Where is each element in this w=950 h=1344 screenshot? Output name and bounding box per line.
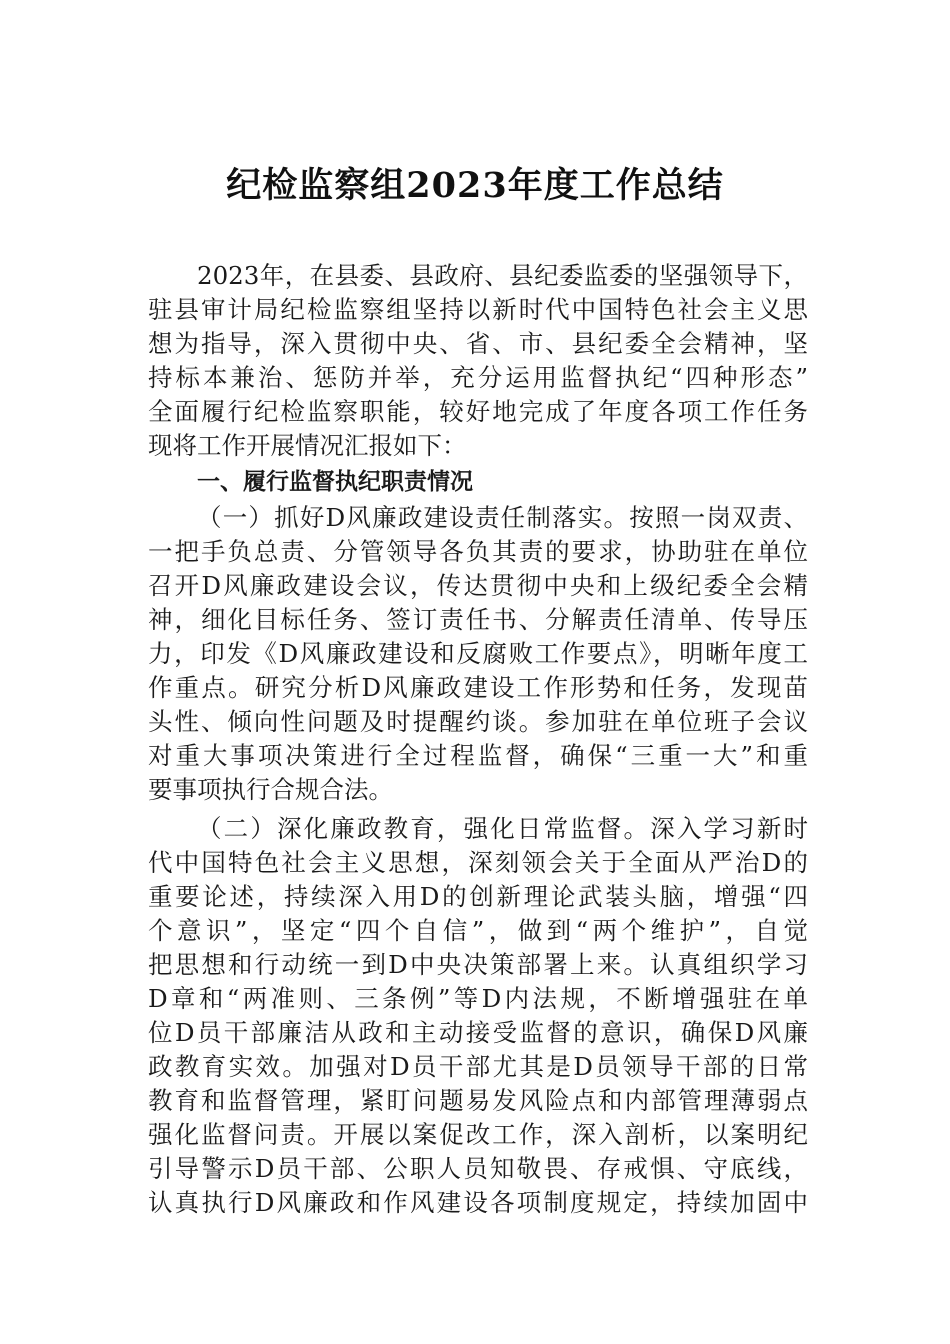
paragraph-line: 政教育实效。加强对D员干部尤其是D员领导干部的日常 [148, 1052, 808, 1081]
paragraph-line: 召开D风廉政建设会议，传达贯彻中央和上级纪委全会精 [148, 571, 808, 600]
paragraph-line: D章和“两准则、三条例”等D内法规，不断增强驻在单 [148, 984, 808, 1013]
paragraph-line: 力，印发《D风廉政建设和反腐败工作要点》，明晰年度工 [148, 639, 808, 668]
paragraph-line: 2023年，在县委、县政府、县纪委监委的坚强领导下， [197, 261, 808, 290]
paragraph-line: 强化监督问责。开展以案促改工作，深入剖析，以案明纪 [148, 1120, 808, 1149]
paragraph-line: 位D员干部廉洁从政和主动接受监督的意识，确保D风廉 [148, 1018, 808, 1047]
paragraph-line: 持标本兼治、惩防并举，充分运用监督执纪“四种形态” [148, 363, 808, 392]
paragraph-line: 把思想和行动统一到D中央决策部署上来。认真组织学习 [148, 950, 808, 979]
paragraph-line: 个意识”，坚定“四个自信”，做到“两个维护”，自觉 [148, 916, 808, 945]
paragraph-line: 驻县审计局纪检监察组坚持以新时代中国特色社会主义思 [148, 295, 808, 324]
paragraph-line: 代中国特色社会主义思想，深刻领会关于全面从严治D的 [148, 848, 808, 877]
paragraph-line: （二）深化廉政教育，强化日常监督。深入学习新时 [197, 814, 808, 843]
paragraph-line: 头性、倾向性问题及时提醒约谈。参加驻在单位班子会议 [148, 707, 808, 736]
paragraph-line: 对重大事项决策进行全过程监督，确保“三重一大”和重 [148, 741, 808, 770]
paragraph-line: 要事项执行合规合法。 [148, 775, 393, 804]
paragraph-line: 认真执行D风廉政和作风建设各项制度规定，持续加固中 [148, 1188, 808, 1217]
paragraph-line: 想为指导，深入贯彻中央、省、市、县纪委全会精神，坚 [148, 329, 808, 358]
paragraph-line: 重要论述，持续深入用D的创新理论武装头脑，增强“四 [148, 882, 808, 911]
paragraph-line: 神，细化目标任务、签订责任书、分解责任清单、传导压 [148, 605, 808, 634]
paragraph-line: 教育和监督管理，紧盯问题易发风险点和内部管理薄弱点 [148, 1086, 808, 1115]
paragraph-line: 现将工作开展情况汇报如下： [148, 431, 467, 460]
paragraph-line: 一把手负总责、分管领导各负其责的要求，协助驻在单位 [148, 537, 808, 566]
document-title: 纪检监察组2023年度工作总结 [226, 165, 724, 206]
paragraph-line: 引导警示D员干部、公职人员知敬畏、存戒惧、守底线， [148, 1154, 808, 1183]
paragraph-line: （一）抓好D风廉政建设责任制落实。按照一岗双责、 [197, 503, 808, 532]
paragraph-line: 全面履行纪检监察职能，较好地完成了年度各项工作任务 [148, 397, 808, 426]
section-heading: 一、履行监督执纪职责情况 [197, 469, 473, 495]
paragraph-line: 作重点。研究分析D风廉政建设工作形势和任务，发现苗 [148, 673, 808, 702]
